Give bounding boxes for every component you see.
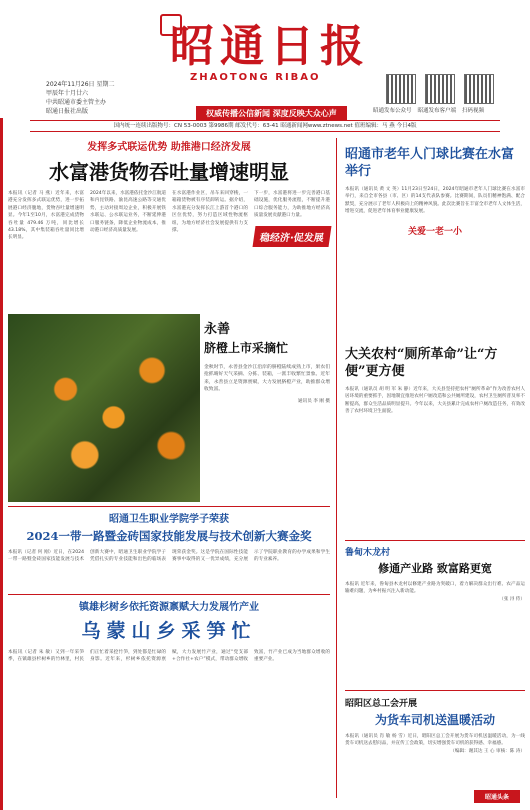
qr-label: 扫码视频	[462, 108, 485, 114]
lunar-date: 甲辰年十月廿六	[46, 90, 89, 97]
sidebar-4-title[interactable]: 为货车司机送温暖活动	[374, 713, 495, 727]
sidebar-2-body: 本报讯（通讯员 胡 明 军 朱 静）近年来，大关县坚持把农村“厕所革命”作为改善农村人居环境的重要抓手，因地制宜推进农村户厕改造和公共厕所建设，农村卫生厕所普及率不断提高，群众生活品质明显提升。今年以来，大关县累计完成农村户厕改造任务，有效改善了农村环境卫生面貌。	[345, 387, 525, 415]
section-tag: 稳经济·促发展	[253, 226, 332, 247]
orange-harvest-photo	[8, 314, 200, 502]
lead-paragraph: 2024年以来，水富港依托金沙江航道和内昆铁路、渝昆高速公路等交通优势，主动对接周边企业，积极开展铁水联运、公水联运业务，不断延伸港口服务链条，降低企业物流成本，推动港口经济高质量发展。	[90, 191, 167, 234]
sidebar-4-body: 本报讯（通讯员 肖 敏 杨 雪）近日，昭阳区总工会开展为货车司机送温暖活动，为一线货车司机送去慰问品，并宣传工会政策，切实增强货车司机的获得感、幸福感。	[345, 734, 525, 747]
section-tag: 关爱一老一小	[407, 226, 462, 237]
issue-info	[46, 80, 114, 116]
qr-label: 昭通发布公众号	[373, 108, 412, 114]
feature-kicker: 昭通卫生职业学院学子荣获	[109, 514, 229, 525]
lead-headline[interactable]: 水富港货物吞吐量增速明显	[49, 160, 289, 184]
sidebar-story-2	[345, 346, 525, 416]
sidebar-1-title[interactable]: 昭通市老年人门球比赛在水富举行	[345, 147, 515, 179]
sidebar-2-title[interactable]: 大关农村“厕所革命”让“方便”更方便	[345, 347, 498, 379]
bottom-kicker: 镇雄杉树乡依托资源禀赋大力发展竹产业	[79, 602, 259, 613]
sidebar-story-3	[345, 545, 525, 603]
divider	[345, 540, 525, 541]
lead-paragraph: 在水富港作业区，吊车来回穿梭，一箱箱货物被有序装卸转运。据介绍，水富港充分发挥长江上游首个港口的区位优势，努力打造区域性物流枢纽，为地方经济社会发展提供有力支撑。	[172, 191, 248, 234]
bottom-headline[interactable]: 乌蒙山乡采笋忙	[81, 620, 257, 642]
publisher-line: 中共昭通市委主管主办	[46, 99, 107, 106]
sidebar-3-title[interactable]: 修通产业路 致富路更宽	[378, 562, 492, 575]
feature-body: 本报讯（记者 何 刚）近日，在2024一带一路暨金砖国家技能发展与技术创新大赛中，昭通卫生职业学院学子凭借扎实的专业技能和出色的临场表现荣获金奖。这是学院在国际性技能赛事中取得的又一优异成绩，充分展示了学院职业教育的办学成果和学生的专业素养。	[8, 550, 330, 563]
photo-caption: 金秋时节，永善县金沙江沿岸的脐橙陆续成熟上市，果农们抢抓晴好天气采摘、分拣、装箱，一派丰收繁忙景象。近年来，永善县立足资源禀赋，大力发展脐橙产业，助推群众增收致富。	[204, 365, 330, 393]
photo-credit: 通讯员 李 刚 摄	[298, 398, 330, 404]
newspaper-logo: 昭通日报	[170, 21, 370, 72]
publisher-org: 昭通日报社出版	[46, 108, 89, 115]
qr-label: 昭通发布客户端	[417, 108, 457, 114]
sidebar-story-4	[345, 696, 525, 755]
newspaper-logo-pinyin: ZHAOTONG RIBAO	[190, 72, 321, 83]
lead-paragraph: 下一步，水富港将进一步完善港口基础设施，优化服务流程，不断提升港口综合服务能力，为助推地方经济高质量发展贡献港口力量。	[254, 191, 330, 219]
column-divider	[336, 138, 337, 798]
lead-kicker: 发挥多式联运优势 助推港口经济发展	[87, 142, 251, 153]
sidebar-1-body: 本报讯（通讯员 黄 文 英）11月23日至24日，2024年昭通市老年人门球比赛在水富市举行，来自全市各县（市、区）的14支代表队参赛。比赛期间，队员们精神饱满、配合默契，充分展示了老年人积极向上的精神风貌。此次比赛旨在丰富全市老年人文体生活，增进交流，促进老年体育事业健康发展。	[345, 187, 525, 215]
qr-code-icon[interactable]	[464, 74, 494, 104]
sidebar-3-body: 本报讯 近年来，鲁甸县木龙村以修建产业路为突破口，着力解决群众出行难、农产品运输难问题，为乡村振兴注入新动能。	[345, 582, 525, 595]
qr-code-group	[386, 74, 494, 104]
divider	[345, 690, 525, 691]
qr-code-icon[interactable]	[386, 74, 416, 104]
feature-story	[8, 510, 330, 564]
qr-labels	[373, 106, 484, 114]
issue-date: 2024年11月26日 星期二	[46, 81, 115, 88]
divider	[8, 594, 330, 595]
bottom-story	[8, 598, 330, 810]
sidebar-4-credit: （编辑：谢其达 王 心 审核：陈 涛）	[450, 748, 525, 754]
photo-story-title: 永善	[204, 322, 231, 337]
sidebar-4-head: 昭阳区总工会开展	[345, 699, 418, 709]
slogan-banner: 权威传播公信新闻 深度反映大众心声	[196, 106, 347, 121]
left-red-rule	[0, 118, 3, 810]
footer-badge: 昭通头条	[474, 790, 520, 803]
feature-headline[interactable]: 2024一带一路暨金砖国家技能发展与技术创新大赛金奖	[26, 529, 312, 543]
sidebar-3-credit: （张 浔 侍）	[499, 596, 525, 602]
photo-story-subtitle: 脐橙上市采摘忙	[204, 341, 289, 355]
lead-story	[8, 138, 330, 247]
divider	[8, 506, 330, 507]
lead-paragraph: 本报讯（记者 马 燕）近年来，水富港充分发挥多式联运优势，进一步拓展港口经济腹地，货物吞吐量增速明显。今年1至10月，水富港完成货物吞吐量 479.46 万吨，同比增长 43.18%，其中集装箱吞吐量同比增长明显。	[8, 191, 84, 241]
photo-story	[204, 318, 330, 405]
bottom-body: 本报讯（记者 朱 敏）又到一年采笋季，在镇雄县杉树乡的竹林里，村民们正忙着采挖竹笋，到处都是忙碌的身影。近年来，杉树乡依托资源禀赋，大力发展竹产业，通过“党支部+合作社+农户”模式，带动群众增收致富，竹产业已成为当地群众增收的重要产业。	[8, 650, 330, 663]
sidebar-story-1	[345, 146, 525, 237]
sidebar-3-head: 鲁甸木龙村	[345, 548, 391, 558]
publication-info-bar: 国内统一连续出版物号：CN 53-0003 第9986期 邮发代号：63-41 昭通新闻网www.ztnews.net 值班编辑：马 燕 今日4版	[30, 120, 500, 132]
qr-code-icon[interactable]	[425, 74, 455, 104]
